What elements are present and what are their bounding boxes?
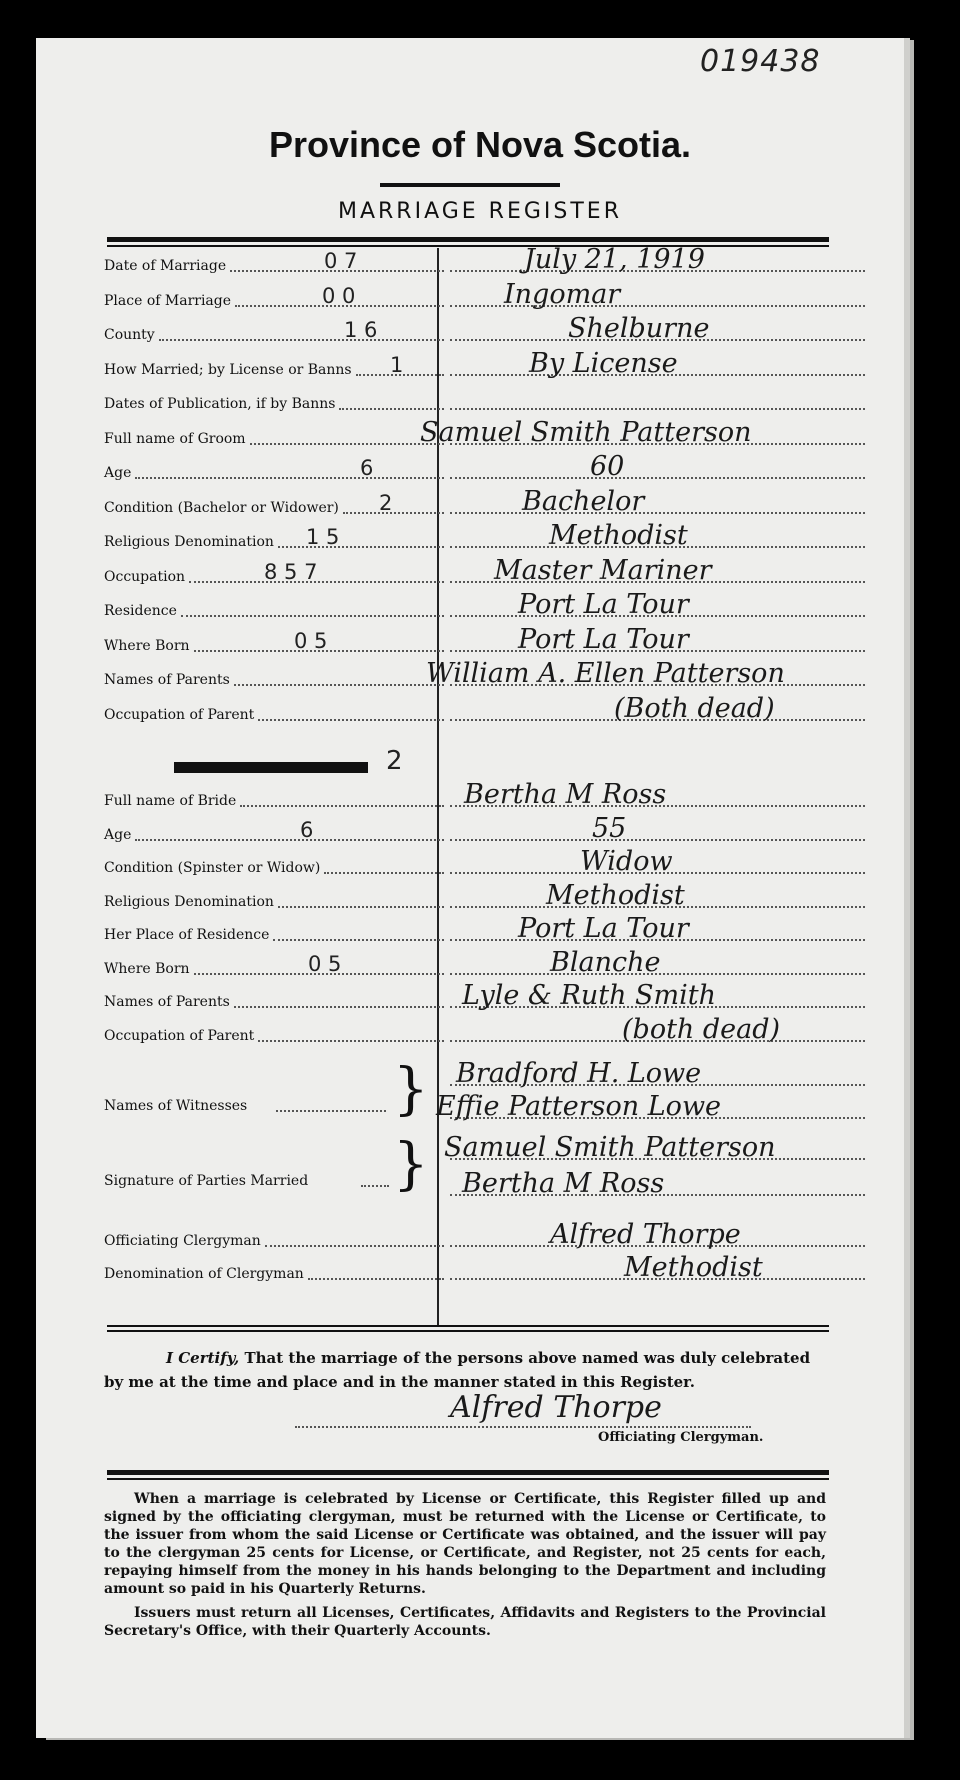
groom-rows-row xyxy=(104,278,864,313)
field-label: Full name of Bride xyxy=(104,793,237,809)
handwritten-value: By License xyxy=(529,347,678,379)
document-number: 019438 xyxy=(700,44,821,79)
handwritten-value: Lyle & Ruth Smith xyxy=(462,980,717,1011)
field-label: Full name of Groom xyxy=(104,430,246,447)
bride-rows-row xyxy=(104,812,864,847)
dot-leader xyxy=(258,719,444,721)
bride-rows-row xyxy=(104,879,864,914)
bride-rows-row xyxy=(104,946,864,981)
field-code: 1 5 xyxy=(306,525,340,549)
field-label: Dates of Publication, if by Banns xyxy=(104,396,336,412)
handwritten-value: Shelburne xyxy=(568,313,710,344)
field-label: Religious Denomination xyxy=(104,893,274,910)
dot-leader xyxy=(273,939,444,941)
dot-leader xyxy=(265,1245,444,1247)
dot-leader xyxy=(308,1278,444,1280)
header-rule-thin xyxy=(107,245,829,247)
groom-rows-row xyxy=(104,313,864,347)
handwritten-value: William A. Ellen Patterson xyxy=(426,658,785,689)
witness-1-value: Bradford H. Lowe xyxy=(456,1058,702,1089)
handwritten-value: July 21, 1919 xyxy=(524,244,705,275)
field-label: Place of Marriage xyxy=(104,292,232,309)
notice-rule-thin xyxy=(107,1478,829,1480)
groom-rows-row xyxy=(104,623,864,658)
dot-leader xyxy=(258,1040,444,1042)
bride-rows-row xyxy=(104,846,864,880)
field-code: 0 5 xyxy=(294,628,328,653)
field-label: Names of Parents xyxy=(104,994,230,1010)
dot-leader xyxy=(250,443,444,445)
dot-leader xyxy=(450,512,865,514)
handwritten-value: Methodist xyxy=(549,520,688,551)
bride-section-bar xyxy=(174,762,368,773)
groom-rows-row xyxy=(104,244,864,278)
field-label: Age xyxy=(104,465,132,481)
handwritten-value: Blanche xyxy=(550,946,661,978)
field-label: Where Born xyxy=(104,637,190,654)
dot-leader xyxy=(240,805,444,807)
field-code: 0 5 xyxy=(308,951,342,976)
clergy-rows-row xyxy=(104,1219,864,1253)
handwritten-value: Ingomar xyxy=(504,278,621,310)
bride-rows-row xyxy=(104,980,864,1014)
dot-leader xyxy=(234,1006,444,1008)
field-code: 0 7 xyxy=(324,249,358,273)
dot-leader xyxy=(181,615,444,617)
field-label: Religious Denomination xyxy=(104,534,274,550)
dot-leader xyxy=(450,477,865,479)
dot-leader xyxy=(278,906,444,908)
witness-1-row xyxy=(104,1058,864,1092)
header-rule xyxy=(107,237,829,242)
groom-rows-row xyxy=(104,692,864,727)
groom-rows-row xyxy=(104,388,864,416)
bride-section-code: 2 xyxy=(386,746,403,776)
dot-leader xyxy=(339,408,444,410)
handwritten-value: 55 xyxy=(592,812,627,844)
field-label: Occupation of Parent xyxy=(104,706,255,723)
handwritten-value: Bachelor xyxy=(522,485,645,517)
witness-2-row xyxy=(104,1091,864,1125)
field-code: 1 6 xyxy=(344,318,378,342)
certify-text: That the marriage of the persons above named was duly celebrated by me at the time and place and in the manner stated in this Register. xyxy=(104,1349,811,1391)
issuer-notice: Issuers must return all Licenses, Certificates, Affidavits and Registers to the Provincial Secretary's Office, with their Quarterly Accounts. xyxy=(104,1605,826,1639)
handwritten-value: (both dead) xyxy=(622,1013,781,1045)
clergy-rows-row xyxy=(104,1252,864,1286)
groom-rows-row xyxy=(104,416,864,451)
dot-leader xyxy=(234,684,444,686)
dot-leader xyxy=(450,408,865,410)
signature-line xyxy=(295,1426,751,1428)
witness-2-value: Effie Patterson Lowe xyxy=(436,1091,722,1122)
certify-rule-top xyxy=(107,1325,829,1327)
groom-rows-row xyxy=(104,554,864,589)
field-code: 2 xyxy=(379,490,393,515)
return-notice: When a marriage is celebrated by License or Certificate, this Register filled up and signed by the officiating clergyman, must be returned with the License or Certificate, to the issuer from whom the said License or Certificate was obtained, and the issuer will pay to the clergyman 25 cents for License, or Certificate, and Register, not 25 cents for each, repaying himself from the money in his hands belonging to the Department and including amount so paid in his Quarterly Returns. xyxy=(104,1491,826,1597)
groom-rows-row xyxy=(104,658,864,692)
page-title: Province of Nova Scotia. xyxy=(268,124,692,165)
dot-leader xyxy=(135,839,444,841)
field-code: 0 0 xyxy=(322,283,356,308)
signature-1-row xyxy=(104,1132,864,1166)
certify-rule-top-2 xyxy=(107,1330,829,1332)
field-code: 1 xyxy=(390,352,404,377)
handwritten-value: Methodist xyxy=(624,1252,763,1283)
field-label: Condition (Bachelor or Widower) xyxy=(104,499,339,516)
field-label: Denomination of Clergyman xyxy=(104,1266,304,1282)
groom-rows-row xyxy=(104,451,864,485)
signatures-label: Signature of Parties Married xyxy=(104,1173,309,1189)
field-label: Age xyxy=(104,826,132,843)
page-subtitle: MARRIAGE REGISTER xyxy=(337,199,622,224)
dot-leader xyxy=(159,339,444,341)
field-label: Where Born xyxy=(104,960,190,977)
signature-1-value: Samuel Smith Patterson xyxy=(444,1132,776,1163)
field-label: Her Place of Residence xyxy=(104,927,270,943)
dot-leader xyxy=(135,477,444,479)
handwritten-value: Bertha M Ross xyxy=(464,779,667,810)
dot-leader xyxy=(450,839,865,841)
handwritten-value: Master Mariner xyxy=(494,554,712,586)
title-underline xyxy=(380,183,560,187)
handwritten-value: 60 xyxy=(590,451,625,482)
groom-rows-row xyxy=(104,589,864,623)
signature-2-value: Bertha M Ross xyxy=(462,1168,665,1199)
clergy-signature: Alfred Thorpe xyxy=(450,1390,662,1425)
field-label: County xyxy=(104,327,155,343)
handwritten-value: Port La Tour xyxy=(518,913,689,944)
witnesses-label: Names of Witnesses xyxy=(104,1098,248,1114)
handwritten-value: Samuel Smith Patterson xyxy=(420,416,752,448)
handwritten-value: (Both dead) xyxy=(614,692,775,724)
bride-rows-row xyxy=(104,779,864,813)
bride-rows-row xyxy=(104,913,864,947)
dot-leader xyxy=(324,872,444,874)
groom-rows-row xyxy=(104,485,864,520)
signatures-brace: } xyxy=(393,1132,429,1197)
handwritten-value: Port La Tour xyxy=(518,623,689,655)
notice-rule xyxy=(107,1470,829,1475)
field-label: Names of Parents xyxy=(104,672,230,688)
field-code: 8 5 7 xyxy=(264,559,318,584)
dot-leader xyxy=(343,512,444,514)
handwritten-value: Alfred Thorpe xyxy=(550,1219,741,1250)
field-code: 6 xyxy=(300,817,314,842)
groom-rows-row xyxy=(104,520,864,554)
signature-2-row xyxy=(104,1168,864,1202)
field-label: Occupation xyxy=(104,568,186,585)
field-label: Occupation of Parent xyxy=(104,1027,255,1044)
field-label: How Married; by License or Banns xyxy=(104,361,352,378)
handwritten-value: Port La Tour xyxy=(518,589,689,620)
field-label: Officiating Clergyman xyxy=(104,1233,261,1249)
dot-leader xyxy=(278,546,444,548)
witnesses-brace: } xyxy=(393,1057,429,1122)
handwritten-value: Methodist xyxy=(546,879,685,911)
field-label: Residence xyxy=(104,603,177,619)
bride-rows-row xyxy=(104,1013,864,1048)
field-code: 6 xyxy=(360,456,374,480)
clergy-signature-label: Officiating Clergyman. xyxy=(598,1430,764,1445)
field-label: Condition (Spinster or Widow) xyxy=(104,860,321,876)
certify-paragraph xyxy=(104,1346,832,1394)
certify-head: I Certify, xyxy=(166,1349,240,1367)
field-label: Date of Marriage xyxy=(104,258,227,274)
groom-rows-row xyxy=(104,347,864,382)
handwritten-value: Widow xyxy=(580,846,673,877)
